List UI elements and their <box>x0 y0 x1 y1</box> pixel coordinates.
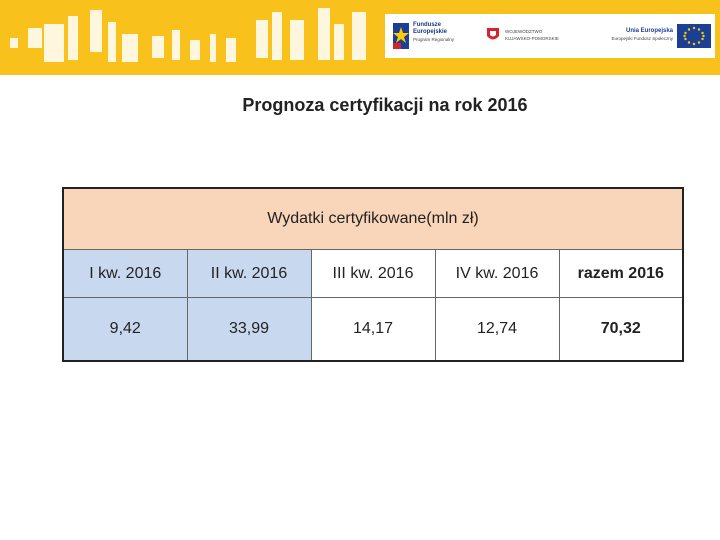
slide-title: Prognoza certyfikacji na rok 2016 <box>242 95 528 115</box>
ue-line2: Europejski Fundusz Społeczny <box>611 36 673 41</box>
ue-line1: Unia Europejska <box>625 28 673 34</box>
eu-flag-icon <box>677 24 711 48</box>
kujawsko-pomorskie-logo <box>485 14 580 58</box>
kp-crest-icon <box>485 26 501 44</box>
decor-block <box>68 16 78 60</box>
kp-line1: WOJEWÓDZTWO <box>505 29 543 34</box>
fe-star-icon <box>391 21 411 51</box>
decor-block <box>210 34 216 62</box>
fe-line1: Fundusze <box>413 22 441 28</box>
logo-bar <box>385 14 715 58</box>
decor-block <box>334 24 344 60</box>
value-q1: 9,42 <box>63 298 187 362</box>
value-q3: 14,17 <box>311 298 435 362</box>
value-q2: 33,99 <box>187 298 311 362</box>
decor-block <box>108 22 116 62</box>
header-band <box>0 0 720 75</box>
fundusze-europejskie-logo <box>389 14 475 58</box>
table-row-values <box>63 298 683 362</box>
col-total-label: razem 2016 <box>559 250 683 298</box>
fe-line3: Program Regionalny <box>413 37 455 42</box>
decor-block <box>122 34 138 62</box>
decor-block <box>10 38 18 48</box>
decor-block <box>28 28 42 48</box>
table-header: Wydatki certyfikowane(mln zł) <box>63 188 683 250</box>
decor-block <box>318 8 330 60</box>
col-q1-label: I kw. 2016 <box>63 250 187 298</box>
decor-block <box>290 20 304 60</box>
decor-block <box>226 38 236 62</box>
col-q4-label: IV kw. 2016 <box>435 250 559 298</box>
value-q4: 12,74 <box>435 298 559 362</box>
decor-block <box>272 12 282 60</box>
decor-block <box>352 12 366 60</box>
decor-block <box>172 30 180 60</box>
value-total: 70,32 <box>559 298 683 362</box>
decor-block <box>44 24 64 62</box>
decor-block <box>256 20 268 58</box>
unia-europejska-logo <box>589 14 713 58</box>
decor-block <box>90 10 102 52</box>
decor-block <box>152 36 164 58</box>
certification-table <box>62 187 684 362</box>
decor-block <box>190 40 200 60</box>
col-q2-label: II kw. 2016 <box>187 250 311 298</box>
fe-line2: Europejskie <box>413 29 448 35</box>
col-q3-label: III kw. 2016 <box>311 250 435 298</box>
table-row-quarters <box>63 250 683 298</box>
kp-line2: KUJAWSKO-POMORSKIE <box>505 36 559 41</box>
